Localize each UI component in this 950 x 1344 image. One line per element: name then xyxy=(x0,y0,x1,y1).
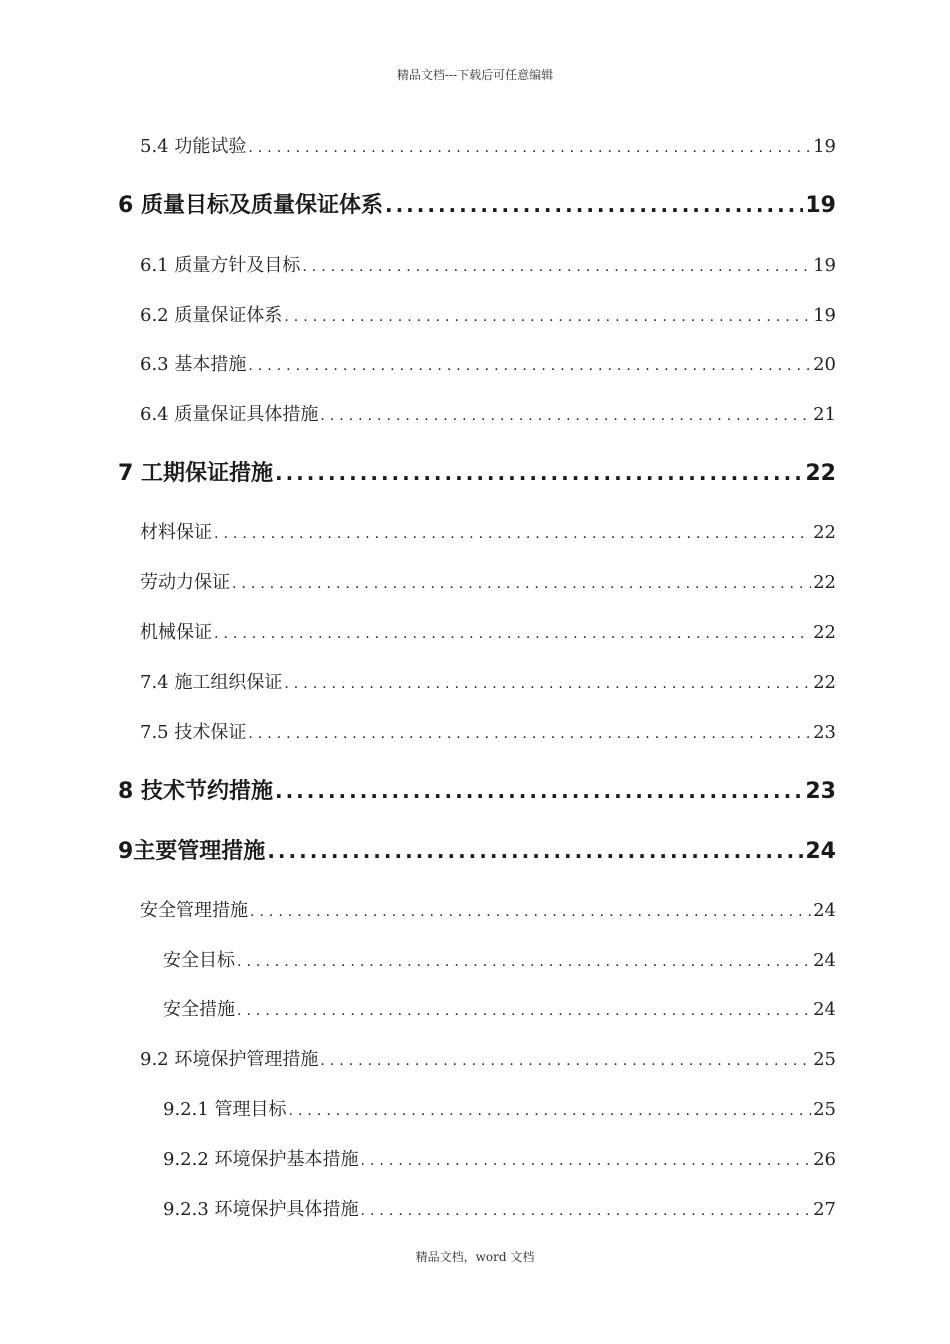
toc-entry-label: 6 质量目标及质量保证体系 xyxy=(118,193,383,218)
toc-leader-dots xyxy=(385,193,803,217)
toc-entry[interactable] xyxy=(140,251,836,277)
toc-entry[interactable] xyxy=(163,1195,836,1221)
toc-entry-label: 9.2.2 环境保护基本措施 xyxy=(163,1149,359,1170)
toc-page-number: 22 xyxy=(813,522,836,543)
toc-leader-dots xyxy=(284,309,811,325)
toc-entry-label: 5.4 功能试验 xyxy=(140,136,247,157)
toc-entry-label: 材料保证 xyxy=(140,522,212,543)
toc-leader-dots xyxy=(248,358,811,374)
toc-page-number: 19 xyxy=(813,136,836,157)
toc-entry[interactable] xyxy=(118,834,836,864)
toc-leader-dots xyxy=(267,839,803,863)
toc-entry[interactable] xyxy=(140,350,836,376)
toc-entry[interactable] xyxy=(140,301,836,327)
toc-page-number: 27 xyxy=(813,1199,836,1220)
toc-entry-label: 安全目标 xyxy=(163,950,235,971)
toc-entry[interactable] xyxy=(163,946,836,972)
toc-page-number: 25 xyxy=(813,1049,836,1070)
toc-entry-label: 7 工期保证措施 xyxy=(118,461,273,486)
toc-page-number: 21 xyxy=(813,404,836,425)
toc-entry-label: 7.5 技术保证 xyxy=(140,722,247,743)
toc-page-number: 24 xyxy=(813,900,836,921)
toc-entry-label: 机械保证 xyxy=(140,622,212,643)
toc-page-number: 22 xyxy=(813,622,836,643)
toc-leader-dots xyxy=(237,954,811,970)
toc-entry-label: 7.4 施工组织保证 xyxy=(140,672,283,693)
page-footer: 精品文档，word 文档 xyxy=(415,1250,535,1264)
toc-leader-dots xyxy=(302,259,811,275)
toc-entry[interactable] xyxy=(163,995,836,1021)
toc-entry[interactable] xyxy=(118,456,836,486)
toc-entry-label: 9.2.1 管理目标 xyxy=(163,1099,287,1120)
toc-entry-label: 6.1 质量方针及目标 xyxy=(140,255,301,276)
toc-entry[interactable] xyxy=(140,668,836,694)
toc-entry-label: 8 技术节约措施 xyxy=(118,779,273,804)
toc-entry-label: 6.4 质量保证具体措施 xyxy=(140,404,319,425)
toc-entry-label: 劳动力保证 xyxy=(140,572,230,593)
toc-entry-label: 9主要管理措施 xyxy=(118,839,266,864)
toc-leader-dots xyxy=(320,1053,811,1069)
toc-entry[interactable] xyxy=(140,1045,836,1071)
toc-entry[interactable] xyxy=(140,400,836,426)
toc-page-number: 23 xyxy=(813,722,836,743)
toc-leader-dots xyxy=(275,461,803,485)
toc-leader-dots xyxy=(289,1103,812,1119)
toc-page-number: 19 xyxy=(813,255,836,276)
toc-leader-dots xyxy=(248,726,811,742)
toc-page-number: 23 xyxy=(805,779,836,804)
toc-page-number: 24 xyxy=(805,839,836,864)
toc-entry[interactable] xyxy=(140,518,836,544)
toc-leader-dots xyxy=(214,626,811,642)
toc-page-number: 24 xyxy=(813,999,836,1020)
toc-page-number: 19 xyxy=(813,305,836,326)
toc-page-number: 20 xyxy=(813,354,836,375)
toc-page-number: 24 xyxy=(813,950,836,971)
toc-leader-dots xyxy=(214,526,811,542)
toc-leader-dots xyxy=(284,676,811,692)
toc-entry-label: 安全措施 xyxy=(163,999,235,1020)
toc-leader-dots xyxy=(361,1153,812,1169)
toc-page-number: 19 xyxy=(805,193,836,218)
toc-entry-label: 9.2.3 环境保护具体措施 xyxy=(163,1199,359,1220)
toc-entry-label: 9.2 环境保护管理措施 xyxy=(140,1049,319,1070)
toc-leader-dots xyxy=(248,140,811,156)
toc-entry[interactable] xyxy=(140,718,836,744)
toc-leader-dots xyxy=(361,1203,812,1219)
toc-entry[interactable] xyxy=(118,774,836,804)
toc-entry[interactable] xyxy=(140,132,836,158)
toc-entry-label: 6.3 基本措施 xyxy=(140,354,247,375)
toc-entry[interactable] xyxy=(163,1095,836,1121)
toc-leader-dots xyxy=(320,408,811,424)
toc-leader-dots xyxy=(275,779,803,803)
toc-entry[interactable] xyxy=(140,896,836,922)
page-header: 精品文档---下载后可任意编辑 xyxy=(396,68,554,82)
toc-leader-dots xyxy=(232,576,811,592)
toc-entry[interactable] xyxy=(140,618,836,644)
toc-page-number: 22 xyxy=(805,461,836,486)
toc-page-number: 25 xyxy=(813,1099,836,1120)
toc-entry-label: 安全管理措施 xyxy=(140,900,248,921)
toc-page-number: 26 xyxy=(813,1149,836,1170)
toc-page-number: 22 xyxy=(813,572,836,593)
toc-leader-dots xyxy=(250,904,811,920)
toc-entry[interactable] xyxy=(118,188,836,218)
toc-entry[interactable] xyxy=(140,568,836,594)
toc-page-number: 22 xyxy=(813,672,836,693)
toc-entry-label: 6.2 质量保证体系 xyxy=(140,305,283,326)
toc-leader-dots xyxy=(237,1003,811,1019)
toc-entry[interactable] xyxy=(163,1145,836,1171)
